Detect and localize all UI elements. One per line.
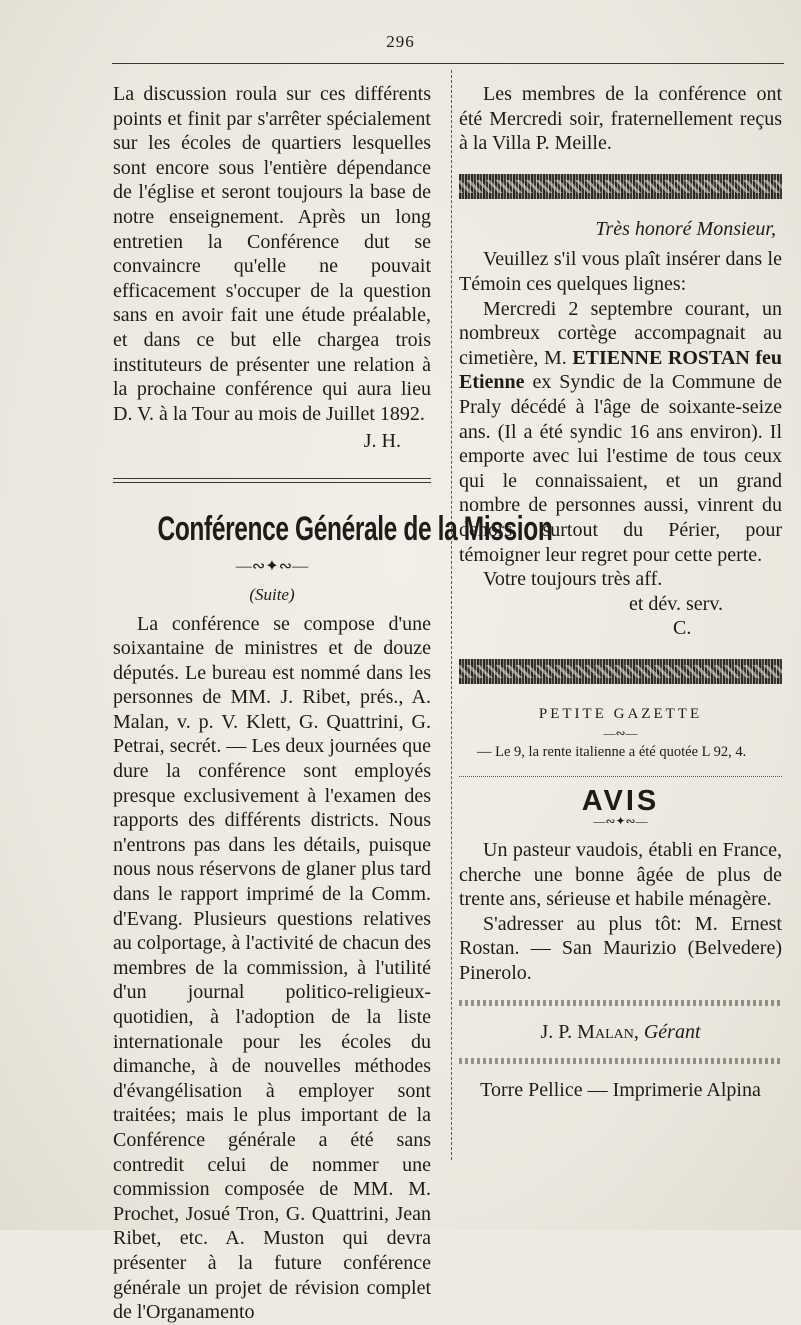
section-ornament: —∾✦∾— — [235, 557, 309, 575]
deceased-name: ETIENNE ROSTAN feu Etienne — [459, 346, 782, 394]
gerant-line — [459, 1020, 782, 1045]
letter-closing-3: C. — [673, 617, 692, 640]
gazette-rule — [459, 776, 782, 777]
column-divider — [451, 70, 452, 1160]
gazette-ornament: —∾— — [603, 726, 638, 741]
gerant-role: Gérant — [643, 1020, 701, 1043]
wavy-rule — [459, 1000, 782, 1006]
letter-closing-2: et dév. serv. — [629, 592, 724, 615]
avis-paragraph-1: Un pasteur vaudois, établi en France, cherche une bonne âgée de plus de trente ans, sérieuse et habile ménagère. — [459, 839, 782, 911]
section-rule — [113, 478, 431, 483]
decorative-band-2 — [459, 659, 782, 684]
section-subtitle: (Suite) — [249, 584, 295, 604]
letter-closing-1: Votre toujours très aff. — [483, 568, 663, 591]
gazette-title: PETITE GAZETTE — [538, 705, 703, 722]
avis-ornament: —∾✦∾— — [593, 814, 648, 829]
avis-paragraph-2: S'adresser au plus tôt: M. Ernest Rostan. — San Maurizio (Belvedere) Pinerolo. — [459, 912, 782, 985]
left-column — [113, 82, 553, 1325]
letter-p2-after: ex Syndic de la Commune de Praly décédé à l'âge de soixante-seize ans. (Il a été syndic 16 ans environ). Il emporte avec lui l'estime de tous ceux qui le connaissaient, et un grand nombre de personnes aussi, vinrent du dehors, surtout du Périer, pour témoigner leur regret pour cette perte. — [459, 371, 783, 566]
page-number: 296 — [386, 32, 415, 51]
imprint-line: Torre Pellice — Imprimerie Alpina — [480, 1079, 761, 1102]
gerant-name: J. P. Malan, — [540, 1020, 639, 1043]
intro-signature: J. H. — [363, 430, 401, 453]
right-column — [459, 82, 782, 1103]
avis-title: AVIS — [581, 785, 660, 818]
section-body: La conférence se compose d'une soixantaine de ministres et de douze députés. Le bureau est nommé dans les personnes de MM. J. Ribet, prés., A. Malan, v. p. V. Klett, G. Quattrini, G. Petrai, secrét. — Les deux journées que dure la conférence sont employés presque exclusivement à l'examen des rapports des différents districts. Nous n'entrons pas dans les détails, puisque nous nous réservons de glaner plus tard dans le rapport imprimé de la Comm. d'Evang. Plusieurs questions relatives au colportage, à l'activité de chacun des membres de la commission, à l'utilité d'un journal politico-religieux-quotidien, à l'adoption de la liste internationale pour les écoles du dimanche, à de nouvelles méthodes d'évangélisation à employer sont traitées; mais le plus important de la Conférence générale a été sans contredit celui de nommer une commission composée de MM. M. Prochet, Josué Tron, G. Quattrini, Jean Ribet, etc. A. Muston qui devra présenter à la future conférence générale un projet de révision complet de l'Organamento — [113, 612, 431, 1324]
letter-paragraph-2 — [459, 297, 782, 568]
letter-p2-before: Mercredi 2 septembre courant, un nombreux cortège accompagnait au cimetière, M. — [459, 297, 782, 369]
wavy-rule-2 — [459, 1058, 782, 1064]
section-title: Conférence Générale de la Mission — [157, 509, 553, 548]
letter-paragraph-1: Veuillez s'il vous plaît insérer dans le Témoin ces quelques lignes: — [459, 248, 782, 295]
gazette-item: — Le 9, la rente italienne a été quotée L 92, 4. — [477, 744, 747, 761]
letter-salutation: Très honoré Monsieur, — [595, 217, 776, 240]
intro-paragraph: La discussion roula sur ces différents points et finit par s'arrêter spécialement sur les écoles de quartiers lesquelles sont encore sous l'entière dépendance de l'église et seront toujours la base de notre enseignement. Après un long entretien la Conférence dut se convaincre qu'elle ne pouvait efficacement s'occuper de la question sans en avoir fait une étude préalable, et dans ce but elle chargea trois instituteurs de présenter une relation à la prochaine conférence qui aura lieu D. V. à la Tour au mois de Juillet 1892. — [113, 83, 431, 425]
header-rule — [112, 63, 784, 64]
decorative-band — [459, 174, 782, 199]
right-intro-paragraph: Les membres de la conférence ont été Mercredi soir, fraternellement reçus à la Villa P. Meille. — [459, 83, 782, 155]
